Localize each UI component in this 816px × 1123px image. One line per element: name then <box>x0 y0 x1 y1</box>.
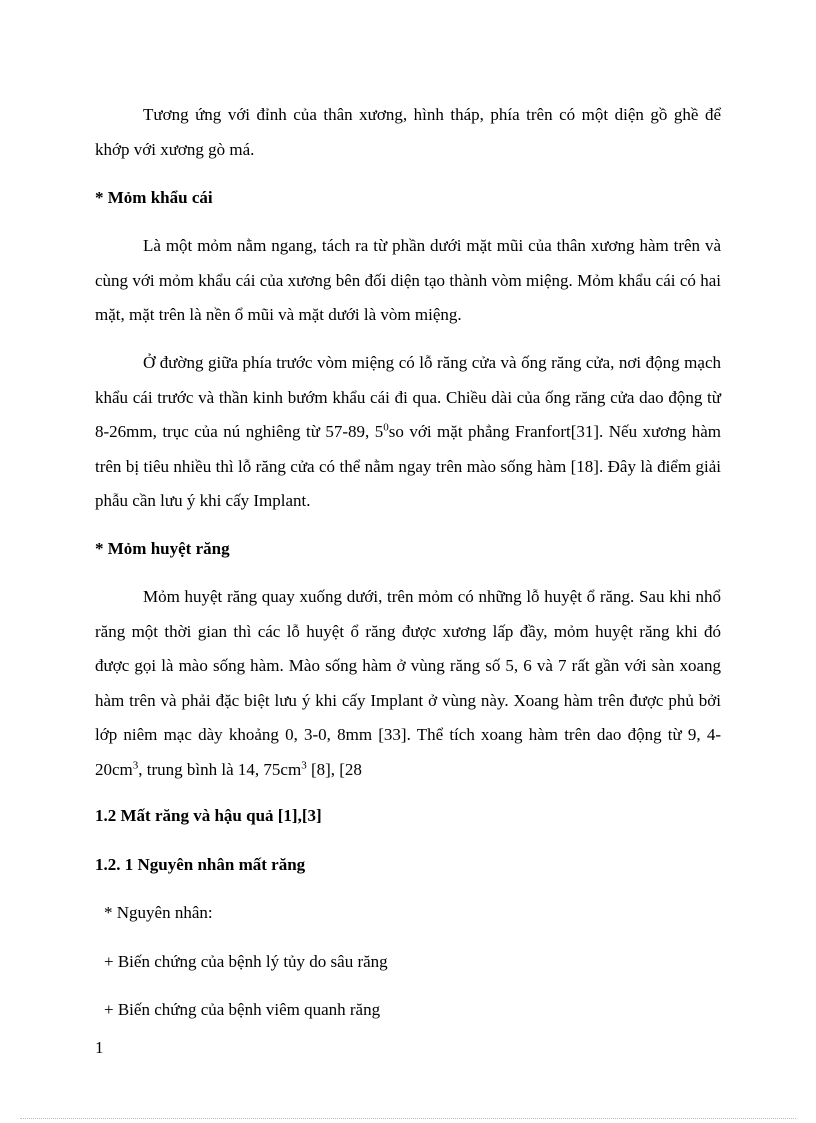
superscript-cubic-2: 3 <box>301 758 307 771</box>
incisive-text-part-2: so với mặt phẳng Franfort[31]. Nếu xương hàm trên bị tiêu nhiều thì lỗ răng cửa có thể nằm ngay trên mào sống hàm [18]. Đây là điểm giải phẫu cần lưu ý khi cấy Implant. <box>95 422 721 510</box>
heading-alveolar-process: * Mỏm huyệt răng <box>95 539 230 558</box>
heading-tooth-loss: 1.2 Mất răng và hậu quả [1],[3] <box>95 806 322 825</box>
page-number: 1 <box>95 1038 104 1057</box>
paragraph-alveolar-process <box>95 580 721 787</box>
list-intro-causes: * Nguyên nhân: <box>104 903 213 922</box>
page-bottom-divider <box>20 1118 796 1119</box>
superscript-degree: 0 <box>383 421 389 434</box>
paragraph-zygomatic-process: Tương ứng với đỉnh của thân xương, hình tháp, phía trên có một diện gồ ghề để khớp với xương gò má. <box>95 105 721 159</box>
alveolar-text-part-3: [8], [28 <box>306 759 362 779</box>
heading-causes-of-tooth-loss: 1.2. 1 Nguyên nhân mất răng <box>95 855 306 874</box>
alveolar-text-part-2: , trung bình là 14, 75cm <box>138 759 302 779</box>
incisive-text-part-1: Ở đường giữa phía trước vòm miệng có lỗ răng cửa và ống răng cửa, nơi động mạch khẩu cái trước và thần kinh bướm khẩu cái đi qua. Chiều dài của ống răng cửa dao động từ 8-26mm, trục của nú nghiêng từ 57-89, 5 <box>95 353 721 441</box>
heading-palatine-process: * Mỏm khẩu cái <box>95 188 213 207</box>
list-item-pulp-complication: + Biến chứng của bệnh lý tủy do sâu răng <box>104 952 388 971</box>
list-item-periodontal-complication: + Biến chứng của bệnh viêm quanh răng <box>104 1000 381 1019</box>
alveolar-text-part-1: Mỏm huyệt răng quay xuống dưới, trên mỏm có những lỗ huyệt ổ răng. Sau khi nhổ răng một thời gian thì các lỗ huyệt ổ răng được xương lấp đầy, mỏm huyệt răng khi đó được gọi là mào sống hàm. Mào sống hàm ở vùng răng số 5, 6 và 7 rất gần với sàn xoang hàm trên và phải đặc biệt lưu ý khi cấy Implant ở vùng này. Xoang hàm trên được phủ bởi lớp niêm mạc dày khoảng 0, 3-0, 8mm [33]. Thể tích xoang hàm trên dao động từ 9, 4-20cm <box>95 587 721 779</box>
paragraph-palatine-process: Là một mỏm nằm ngang, tách ra từ phần dưới mặt mũi của thân xương hàm trên và cùng với mỏm khẩu cái của xương bên đối diện tạo thành vòm miệng. Mỏm khẩu cái có hai mặt, mặt trên là nền ổ mũi và mặt dưới là vòm miệng. <box>95 236 721 324</box>
paragraph-incisive-canal <box>95 346 721 519</box>
superscript-cubic-1: 3 <box>132 758 139 771</box>
